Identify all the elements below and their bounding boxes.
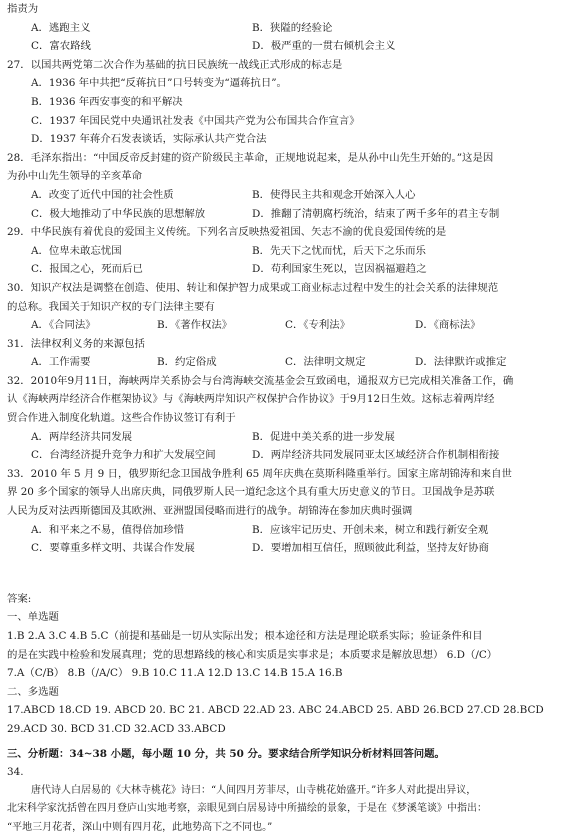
- q33-option-d: D．要增加相互信任，照顾彼此利益，坚持友好协商: [252, 542, 489, 555]
- q28-stem-line-2: 为孙中山先生领导的辛亥革命: [7, 170, 143, 183]
- q26-option-c: C．富农路线: [31, 40, 91, 53]
- q30-option-a: A．《合同法》: [31, 319, 96, 332]
- q26-options-row-1: [7, 19, 580, 38]
- q26-option-d: D．极严重的一贯右倾机会主义: [252, 40, 396, 53]
- single-answers-line-2: 的是在实践中检验和发展真理；党的思想路线的核心和实质是实事求是；本质要求是解放思想） 6.D（/C）: [7, 648, 498, 661]
- q29-stem: 29．中华民族有着优良的爱国主义传统。下列名言反映热爱祖国、矢志不渝的优良爱国传统的是: [7, 226, 447, 239]
- q29-options-row-1: [7, 242, 580, 261]
- section-gap: [7, 558, 580, 590]
- q28-option-c: C．极大地推动了中华民族的思想解放: [31, 207, 206, 220]
- q28-option-a: A．改变了近代中国的社会性质: [31, 188, 174, 201]
- q32-stem-line-1: 32．2010年9月11日，海峡两岸关系协会与台湾海峡交流基金会互致函电，通报双方已完成相关准备工作，确: [7, 374, 514, 387]
- q28-options-row-2: [7, 205, 580, 224]
- q33-stem-line-3: 人民为反对法西斯德国及其欧洲、亚洲盟国侵略而进行的战争。胡锦涛在参加庆典时强调: [7, 505, 413, 518]
- q27-option-c: C．1937 年国民党中央通讯社发表《中国共产党为公布国共合作宣言》: [31, 114, 360, 127]
- q32-option-a: A．两岸经济共同发展: [31, 430, 133, 443]
- q32-option-c: C．台湾经济提升竞争力和扩大发展空间: [31, 449, 216, 462]
- q27-stem: 27．以国共两党第二次合作为基础的抗日民族统一战线正式形成的标志是: [7, 58, 343, 71]
- q31-stem: 31．法律权利义务的来源包括: [7, 337, 145, 350]
- q33-options-row-2: [7, 539, 580, 558]
- q34-material-line-3: “平地三月花者，深山中则有四月花，此地势高下之不同也。”: [7, 821, 273, 833]
- section3-title: 三、分析题：34~38 小题，每小题 10 分，共 50 分。要求结合所学知识分析材料回答问题。: [7, 747, 445, 760]
- multi-answers-line-2: 29.ACD 30. BCD 31.CD 32.ACD 33.ABCD: [7, 722, 226, 735]
- q32-options-row-1: [7, 428, 580, 447]
- q28-options-row-1: [7, 186, 580, 205]
- q30-stem-line-1: 30．知识产权法是调整在创造、使用、转让和保护智力成果或工商业标志过程中发生的社会关系的法律规范: [7, 281, 499, 294]
- q29-options-row-2: [7, 260, 580, 279]
- q32-options-row-2: [7, 446, 580, 465]
- q29-option-a: A．位卑未敢忘忧国: [31, 244, 122, 257]
- top-line: 指责为: [7, 3, 39, 15]
- single-answers-line-1: 1.B 2.A 3.C 4.B 5.C（前提和基础是一切从实际出发；根本途径和方法是理论联系实际；验证条件和目: [7, 630, 483, 642]
- q31-option-b: B．约定俗成: [157, 356, 217, 369]
- q33-option-b: B．应该牢记历史、开创未来，树立和践行新安全观: [252, 523, 489, 536]
- q32-stem-line-2: 认《海峡两岸经济合作框架协议》与《海峡两岸知识产权保护合作协议》于9月12日生效。这标志着两岸经: [7, 393, 495, 406]
- q28-option-d: D．推翻了清朝腐朽统治，结束了两千多年的君主专制: [252, 207, 500, 220]
- q27-option-b: B．1936 年西安事变的和平解决: [31, 95, 183, 108]
- answers-heading: 答案:: [7, 592, 32, 605]
- q30-stem-line-2: 的总称。我国关于知识产权的专门法律主要有: [7, 300, 215, 313]
- q26-options-row-2: [7, 37, 580, 56]
- q29-option-b: B．先天下之忧而忧，后天下之乐而乐: [252, 244, 426, 257]
- q29-option-d: D．苟利国家生死以，岂因祸福避趋之: [252, 263, 427, 276]
- q27-option-d: D．1937 年蒋介石发表谈话，实际承认共产党合法: [31, 133, 267, 146]
- q33-option-a: A．和平来之不易，值得倍加珍惜: [31, 523, 184, 536]
- q31-option-d: D．法律默许或推定: [415, 356, 507, 369]
- single-choice-title: 一、单选题: [7, 611, 59, 624]
- q33-option-c: C．要尊重多样文明、共谋合作发展: [31, 542, 195, 555]
- multi-answers-line-1: 17.ABCD 18.CD 19. ABCD 20. BC 21. ABCD 22.AD 23. ABC 24.ABCD 25. ABD 26.BCD 27.CD 28.BCD: [7, 704, 544, 717]
- q26-option-b: B．狭隘的经验论: [252, 21, 333, 34]
- q34-material-line-1: 唐代诗人白居易的《大林寺桃花》诗曰：“人间四月芳菲尽，山寺桃花始盛开。”许多人对此提出异议，: [31, 784, 477, 796]
- q32-option-b: B．促进中美关系的进一步发展: [252, 430, 395, 443]
- q34-number: 34.: [7, 766, 24, 779]
- q33-stem-line-1: 33．2010 年 5 月 9 日，俄罗斯纪念卫国战争胜利 65 周年庆典在莫斯科隆重举行。国家主席胡锦涛和来自世: [7, 467, 512, 480]
- q31-option-a: A．工作需要: [31, 356, 91, 369]
- q30-option-b: B．《著作权法》: [157, 319, 233, 332]
- q31-option-c: C．法律明文规定: [285, 356, 366, 369]
- q28-stem-line-1: 28．毛泽东指出：“中国反帝反封建的资产阶级民主革命，正规地说起来，是从孙中山先生开始的。”这是因: [7, 151, 494, 164]
- q29-option-c: C．报国之心，死而后已: [31, 263, 143, 276]
- q28-option-b: B．使得民主共和观念开始深入人心: [252, 188, 416, 201]
- q31-options-row: [7, 353, 580, 372]
- q33-options-row-1: [7, 521, 580, 540]
- q30-option-d: D．《商标法》: [415, 319, 481, 332]
- q27-option-a: A．1936 年中共把“反蒋抗日”口号转变为“逼蒋抗日”。: [31, 77, 287, 90]
- q34-material-line-2: 北宋科学家沈括曾在四月登庐山实地考察，亲眼见到白居易诗中所描绘的景象，于是在《梦溪笔谈》中指出：: [7, 803, 487, 815]
- single-answers-line-3: 7.A（C/B） 8.B（/A/C） 9.B 10.C 11.A 12.D 13.C 14.B 15.A 16.B: [7, 667, 343, 680]
- q32-option-d: D．两岸经济共同发展同亚太区域经济合作机制相衔接: [252, 449, 500, 462]
- q30-option-c: C．《专利法》: [285, 319, 351, 332]
- q32-stem-line-3: 贸合作进入制度化轨道。这些合作协议签订有利于: [7, 412, 236, 425]
- multi-choice-title: 二、多选题: [7, 685, 59, 698]
- q33-stem-line-2: 界 20 多个国家的领导人出席庆典，同俄罗斯人民一道纪念这个具有重大历史意义的节日。卫国战争是苏联: [7, 486, 495, 499]
- q30-options-row: [7, 316, 580, 335]
- q26-option-a: A．逃跑主义: [31, 21, 91, 34]
